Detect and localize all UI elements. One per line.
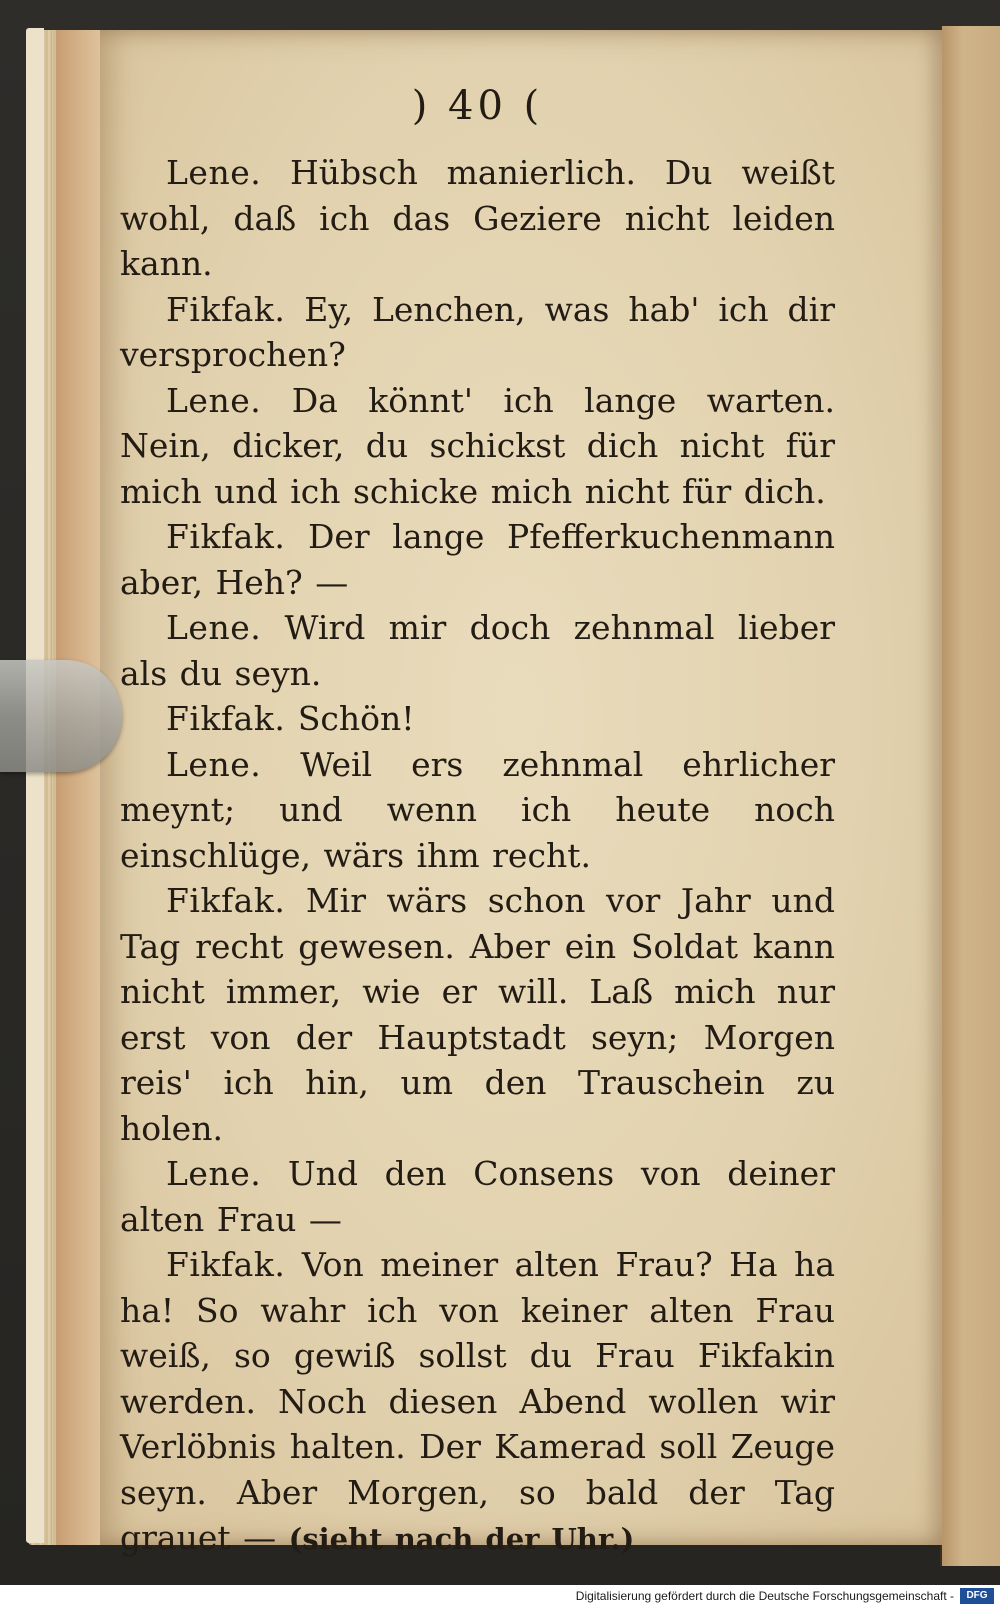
speaker-name: Lene. bbox=[166, 153, 262, 192]
dialogue-text: Ey, Lenchen, was hab' ich dir versprochen? bbox=[120, 289, 835, 374]
stage-direction: (sieht nach der Uhr.) bbox=[288, 1522, 635, 1556]
dialogue-text: Von meiner alten Frau? Ha ha ha! So wahr ich von keiner alten Frau weiß, so gewiß sollst du Frau Fikfakin werden. Noch diesen Abend wollen wir Verlöbnis halten. Der Kamerad soll Zeuge seyn. Aber Morgen, so bald der Tag grauet — bbox=[120, 1245, 835, 1557]
dialogue-line bbox=[120, 150, 835, 287]
page-gutter bbox=[56, 30, 100, 1545]
dialogue-line bbox=[120, 287, 835, 378]
dialogue-text: Der lange Pfefferkuchenmann aber, Heh? — bbox=[120, 517, 835, 602]
digitization-footer bbox=[0, 1585, 1000, 1607]
dialogue-line bbox=[120, 696, 835, 742]
dialogue-line bbox=[120, 1242, 835, 1563]
speaker-name: Fikfak. bbox=[166, 1245, 286, 1284]
dialogue-line bbox=[120, 605, 835, 696]
speaker-name: Lene. bbox=[166, 744, 262, 784]
dialogue-text: Schön! bbox=[297, 699, 415, 738]
dialogue-line bbox=[120, 514, 835, 605]
funding-credit: Digitalisierung gefördert durch die Deutsche Forschungsgemeinschaft - bbox=[575, 1589, 954, 1603]
page-edge-highlight bbox=[26, 28, 44, 1543]
speaker-name: Lene. bbox=[166, 380, 262, 420]
dfg-logo: DFG bbox=[960, 1588, 994, 1604]
page-number: ) 40 ( bbox=[411, 83, 544, 129]
dialogue-line bbox=[120, 1151, 835, 1242]
dialogue-line bbox=[120, 378, 835, 515]
next-page-edge bbox=[940, 26, 1000, 1566]
dialogue-line bbox=[120, 878, 835, 1151]
speaker-name: Fikfak. bbox=[166, 517, 286, 556]
speaker-name: Lene. bbox=[166, 1154, 262, 1193]
dialogue-text: Mir wärs schon vor Jahr und Tag recht gewesen. Aber ein Soldat kann nicht immer, wie er will. Laß mich nur erst von der Hauptstadt seyn; Morgen reis' ich hin, um den Trauschein zu holen. bbox=[120, 881, 835, 1148]
speaker-name: Lene. bbox=[166, 608, 262, 647]
speaker-name: Fikfak. bbox=[166, 699, 286, 738]
dialogue-text: Wird mir doch zehnmal lieber als du seyn. bbox=[120, 608, 835, 693]
speaker-name: Fikfak. bbox=[166, 881, 286, 920]
page-text bbox=[120, 78, 835, 1563]
dialogue-text: Da könnt' ich lange warten. Nein, dicker, du schickst dich nicht für mich und ich schicke mich nicht für dich. bbox=[120, 380, 836, 511]
dialogue-text: Weil ers zehnmal ehrlicher meynt; und wenn ich heute noch einschlüge, wärs ihm recht. bbox=[120, 744, 835, 875]
dialogue-text: Hübsch manierlich. Du weißt wohl, daß ich das Geziere nicht leiden kann. bbox=[120, 153, 835, 283]
page-clip bbox=[0, 660, 122, 772]
dialogue-text: Und den Consens von deiner alten Frau — bbox=[120, 1154, 835, 1239]
dialogue-line bbox=[120, 742, 835, 879]
speaker-name: Fikfak. bbox=[166, 289, 286, 329]
